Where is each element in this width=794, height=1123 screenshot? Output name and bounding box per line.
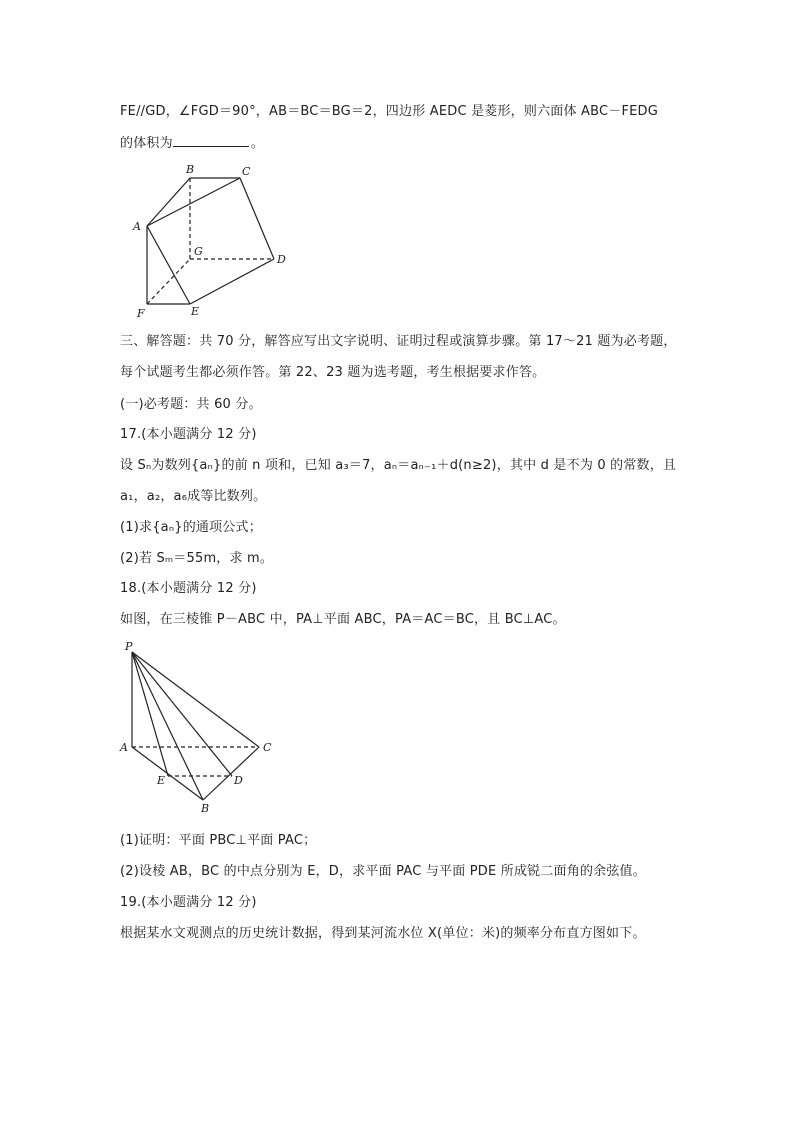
problem16-text-line2 — [120, 134, 264, 153]
problem17-part1: (1)求{aₙ}的通项公式； — [120, 520, 262, 535]
edge-CD — [240, 178, 274, 259]
label-C: C — [263, 741, 272, 754]
label-F: F — [137, 307, 145, 320]
problem17-part2: (2)若 Sₘ＝55m，求 m。 — [120, 551, 274, 566]
problem19-title: 19.(本小题满分 12 分) — [120, 895, 257, 910]
problem16-text-line1: FE//GD，∠FGD＝90°，AB＝BC＝BG＝2，四边形 AEDC 是菱形，则六面体 ABC－FEDG — [120, 104, 659, 119]
problem16-prefix: 的体积为 — [120, 136, 173, 151]
label-B: B — [186, 163, 195, 176]
label-G: G — [194, 245, 203, 258]
edge-ED — [190, 259, 274, 304]
label-A: A — [133, 220, 141, 233]
problem17-title: 17.(本小题满分 12 分) — [120, 427, 257, 442]
section3-heading-line2: 每个试题考生都必须作答。第 22、23 题为选考题，考生根据要求作答。 — [120, 365, 546, 380]
problem18-part1: (1)证明：平面 PBC⊥平面 PAC； — [120, 833, 317, 848]
edge-AC — [147, 178, 240, 226]
problem17-stem-line1: 设 Sₙ为数列{aₙ}的前 n 项和，已知 a₃＝7，aₙ＝aₙ₋₁＋d(n≥2)，其中 d 是不为 0 的常数，且 — [120, 458, 677, 473]
required-section-heading: (一)必考题：共 60 分。 — [120, 397, 262, 412]
problem17-stem-line2: a₁，a₂，a₆成等比数列。 — [120, 489, 267, 504]
label-C: C — [242, 165, 251, 178]
label-D: D — [234, 774, 243, 787]
label-D: D — [277, 253, 286, 266]
problem18-title: 18.(本小题满分 12 分) — [120, 581, 257, 596]
edge-CB — [203, 747, 259, 800]
label-E: E — [157, 774, 166, 787]
answer-blank — [173, 134, 249, 147]
edge-PC — [132, 652, 259, 747]
edge-AE — [147, 226, 190, 304]
edge-AB — [147, 178, 190, 226]
edge-AB — [132, 747, 203, 800]
problem19-stem: 根据某水文观测点的历史统计数据，得到某河流水位 X(单位：米)的频率分布直方图如下。 — [120, 926, 646, 941]
hexahedron-figure — [128, 160, 298, 320]
problem16-suffix: 。 — [250, 136, 265, 151]
pyramid-figure — [116, 636, 286, 815]
problem18-stem: 如图，在三棱锥 P－ABC 中，PA⊥平面 ABC，PA＝AC＝BC，且 BC⊥AC。 — [120, 612, 566, 627]
edge-PE — [132, 652, 168, 776]
problem18-part2: (2)设棱 AB，BC 的中点分别为 E，D，求平面 PAC 与平面 PDE 所成锐二面角的余弦值。 — [120, 864, 646, 879]
label-A: A — [120, 741, 128, 754]
label-E: E — [191, 305, 200, 318]
label-B: B — [201, 802, 210, 815]
section3-heading-line1: 三、解答题：共 70 分，解答应写出文字说明、证明过程或演算步骤。第 17～21 题为必考题， — [120, 334, 677, 349]
label-P: P — [125, 640, 133, 653]
